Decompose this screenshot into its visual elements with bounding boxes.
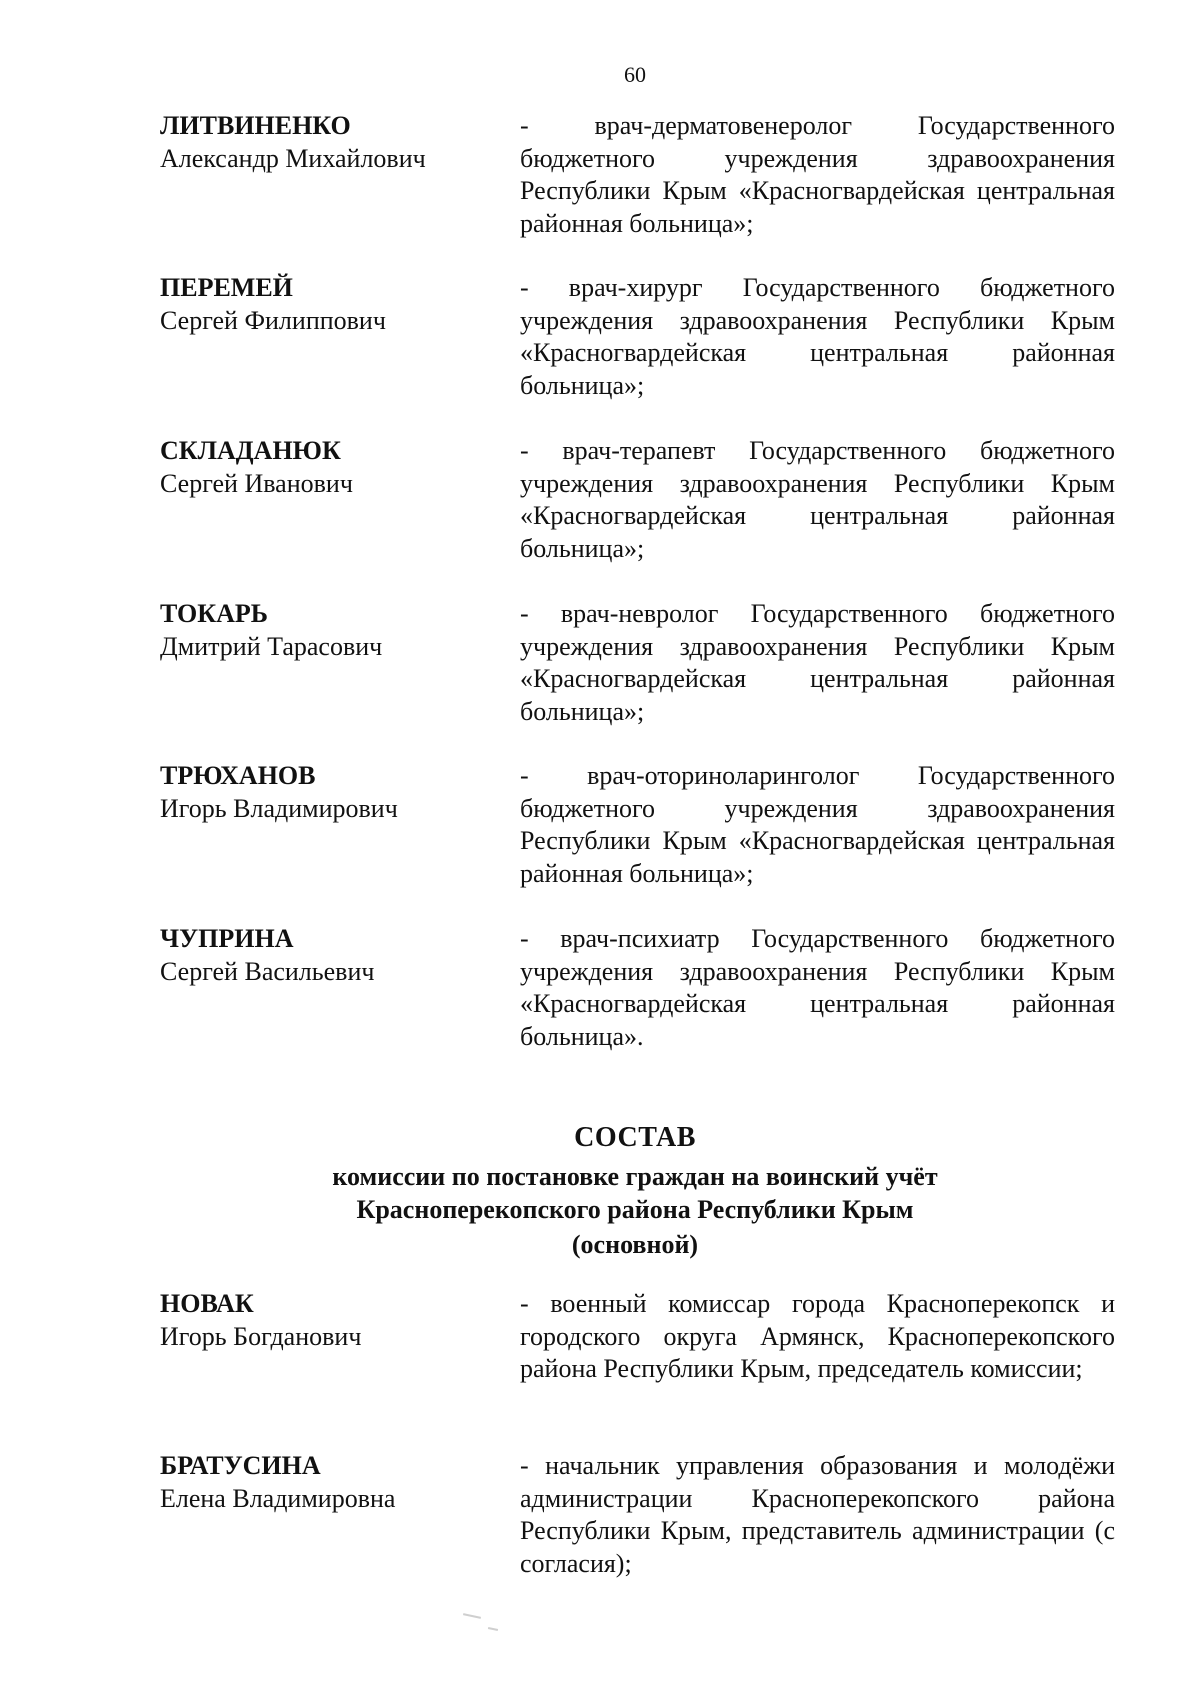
member-entry-peremei (160, 272, 1115, 402)
member-entry-tokar (160, 598, 1115, 728)
section-subtitle-line-1: комиссии по постановке граждан на воинский учёт (332, 1162, 938, 1191)
member-description: - врач-терапевт Государственного бюджетного учреждения здравоохранения Республики Крым «Красногвардейская центральная районная больница»; (520, 436, 1115, 563)
member-surname: ТОКАРЬ (160, 599, 268, 628)
member-surname: ЧУПРИНА (160, 924, 294, 953)
member-entry-litvinenko (160, 110, 1115, 240)
member-surname: ТРЮХАНОВ (160, 761, 316, 790)
member-given-name: Сергей Филиппович (160, 305, 386, 335)
member-given-name: Дмитрий Тарасович (160, 631, 383, 661)
member-entry-triukhanov (160, 760, 1115, 890)
member-given-name: Игорь Богданович (160, 1321, 362, 1351)
member-entry-novak (160, 1288, 1115, 1386)
member-given-name: Елена Владимировна (160, 1483, 396, 1513)
member-surname: НОВАК (160, 1289, 254, 1318)
member-surname: ЛИТВИНЕНКО (160, 111, 351, 140)
member-given-name: Сергей Иванович (160, 468, 353, 498)
member-name (160, 1288, 520, 1386)
section-subtitle-line-2: Красноперекопского района Республики Крым (356, 1195, 914, 1224)
member-name (160, 923, 520, 1053)
member-surname: ПЕРЕМЕЙ (160, 273, 293, 302)
member-given-name: Игорь Владимирович (160, 793, 398, 823)
member-description: - начальник управления образования и молодёжи администрации Красноперекопского района Республики Крым, представитель администрации (с согласия); (520, 1451, 1115, 1578)
page-number: 60 (624, 62, 646, 87)
scan-artifact (463, 1613, 481, 1619)
scan-artifact (488, 1627, 498, 1631)
member-description: - врач-хирург Государственного бюджетного учреждения здравоохранения Республики Крым «Красногвардейская центральная районная больница»; (520, 273, 1115, 400)
member-name (160, 1450, 520, 1580)
section-subtitle-line-3: (основной) (571, 1230, 699, 1259)
member-surname: БРАТУСИНА (160, 1451, 321, 1480)
member-description: - врач-невролог Государственного бюджетного учреждения здравоохранения Республики Крым «Красногвардейская центральная районная больница»; (520, 599, 1115, 726)
member-entry-chuprina (160, 923, 1115, 1053)
member-description: - военный комиссар города Красноперекопск и городского округа Армянск, Красноперекопского района Республики Крым, председатель комиссии; (520, 1289, 1115, 1383)
member-name (160, 760, 520, 890)
member-given-name: Сергей Васильевич (160, 956, 375, 986)
member-name (160, 598, 520, 728)
member-name (160, 435, 520, 565)
member-entry-skladaniuk (160, 435, 1115, 565)
member-name (160, 110, 520, 240)
member-description: - врач-психиатр Государственного бюджетного учреждения здравоохранения Республики Крым «Красногвардейская центральная районная больница». (520, 924, 1115, 1051)
member-surname: СКЛАДАНЮК (160, 436, 341, 465)
member-given-name: Александр Михайлович (160, 143, 426, 173)
member-name (160, 272, 520, 402)
member-entry-bratusina (160, 1450, 1115, 1580)
section-title: СОСТАВ (574, 1122, 696, 1153)
member-description: - врач-оториноларинголог Государственного бюджетного учреждения здравоохранения Республики Крым «Красногвардейская центральная районная больница»; (520, 761, 1115, 888)
member-description: - врач-дерматовенеролог Государственного бюджетного учреждения здравоохранения Республики Крым «Красногвардейская центральная районная больница»; (520, 111, 1115, 238)
